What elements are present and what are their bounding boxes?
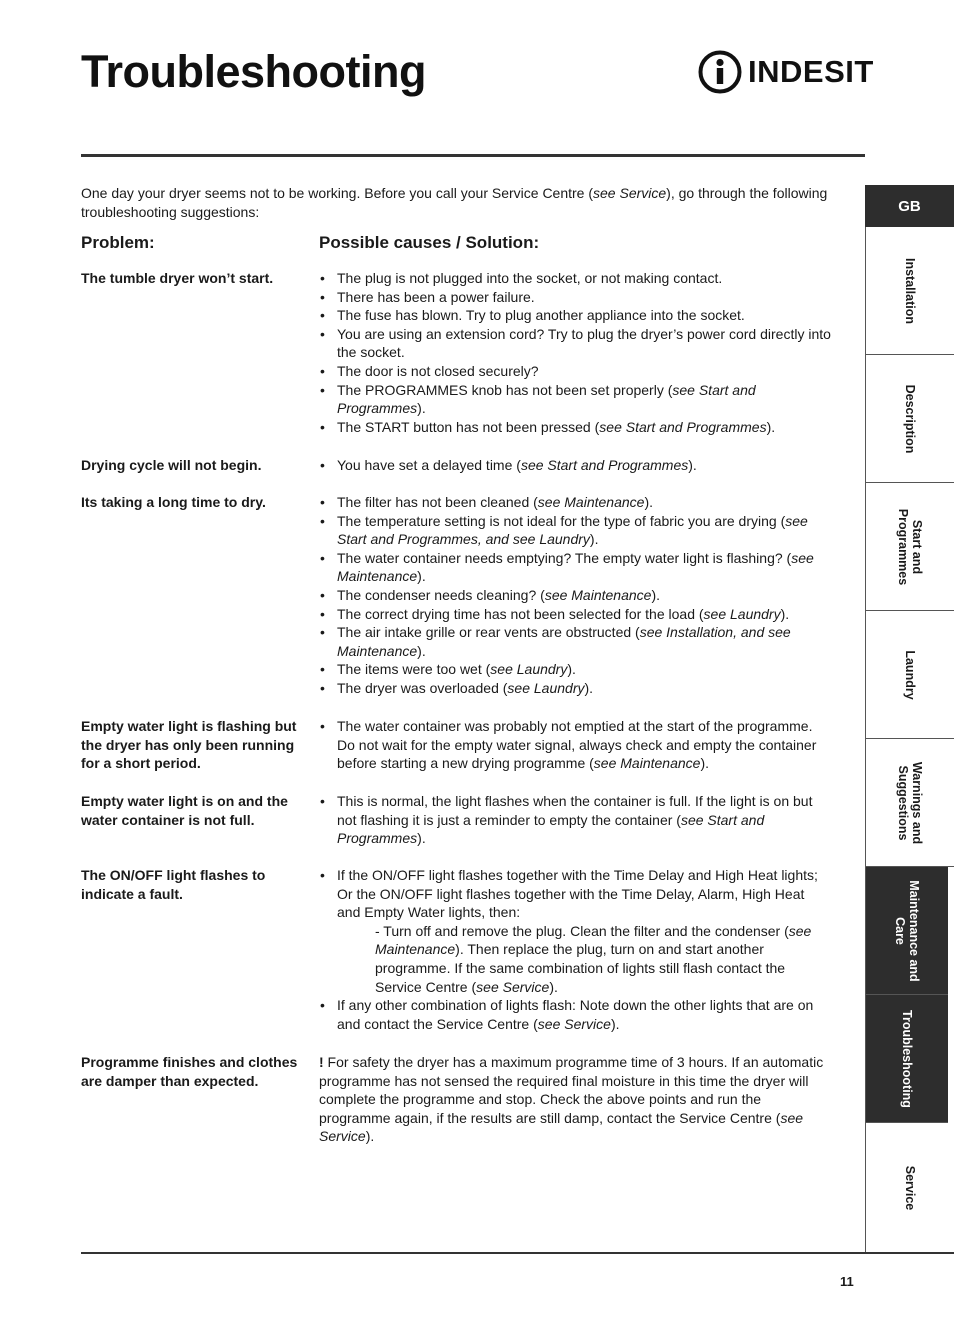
solution-item: • The door is not closed securely?	[319, 362, 831, 381]
solution-item: • The filter has not been cleaned (see Maintenance).	[319, 493, 831, 512]
solution-item: • The air intake grille or rear vents are obstructed (see Installation, and see Maintenance).	[319, 623, 831, 660]
bottom-divider	[81, 1252, 954, 1254]
tab-label: Description	[903, 384, 917, 453]
solution-item: • The water container was probably not emptied at the start of the programme. Do not wait for the empty water signal, always check and empty the container before starting a new drying programme (see Maintenance).	[319, 717, 831, 773]
indesit-i-circle-icon	[698, 50, 742, 94]
tab-maintenance-and-care[interactable]	[865, 867, 948, 995]
solution-item: • If the ON/OFF light flashes together with the Time Delay and High Heat lights; Or the ON/OFF light flashes together with the Time Delay, Alarm, High Heat and Empty Water lights, then:	[319, 866, 831, 922]
solution-item: • The dryer was overloaded (see Laundry).	[319, 679, 831, 698]
tab-service[interactable]	[865, 1123, 954, 1253]
page-number: 11	[840, 1274, 854, 1289]
solution-item: • You are using an extension cord? Try to plug the dryer’s power cord directly into the socket.	[319, 325, 831, 362]
solution-item: • The fuse has blown. Try to plug another appliance into the socket.	[319, 306, 831, 325]
solution-item: • If any other combination of lights flash: Note down the other lights that are on and contact the Service Centre (see Service).	[319, 996, 831, 1033]
language-tab[interactable]: GB	[865, 185, 954, 227]
brand-logo	[698, 50, 874, 94]
problem-text: The ON/OFF light flashes to indicate a fault.	[81, 867, 266, 902]
page-title: Troubleshooting	[81, 46, 426, 97]
solution-sub-step: - Turn off and remove the plug. Clean the filter and the condenser (see Maintenance). Then replace the plug, turn on and start another programme. If the same combination of lights still flash contact the Service Centre (see Service).	[375, 922, 812, 995]
tab-installation[interactable]	[865, 227, 954, 355]
solution-list	[319, 717, 831, 773]
problem-text: Empty water light is flashing but the dryer has only been running for a short period.	[81, 718, 297, 772]
tab-description[interactable]	[865, 355, 954, 483]
problem-column-header: Problem:	[81, 233, 155, 252]
top-divider	[81, 154, 865, 157]
solution-column-header: Possible causes / Solution:	[319, 233, 540, 252]
solution-list	[319, 792, 831, 848]
tab-label: Installation	[903, 257, 917, 324]
solution-item: • You have set a delayed time (see Start and Programmes).	[319, 456, 831, 475]
solution-list	[319, 866, 831, 1033]
tab-label: Service	[903, 1165, 917, 1211]
brand-name: INDESIT	[748, 54, 874, 89]
intro-reference: see Service	[593, 185, 667, 201]
solution-item: • The correct drying time has not been selected for the load (see Laundry).	[319, 605, 831, 624]
tab-label: Warnings and Suggestions	[896, 761, 924, 844]
tab-label: Troubleshooting	[900, 1009, 914, 1108]
problem-text: Its taking a long time to dry.	[81, 494, 266, 510]
problem-text: Drying cycle will not begin.	[81, 457, 262, 473]
tab-start-and-programmes[interactable]	[865, 483, 954, 611]
safety-note	[319, 1053, 831, 1146]
solution-item: • The PROGRAMMES knob has not been set properly (see Start and Programmes).	[319, 381, 831, 418]
solution-item: • This is normal, the light flashes when the container is full. If the light is on but not flashing it is just a reminder to empty the container (see Start and Programmes).	[319, 792, 831, 848]
solution-item: • The items were too wet (see Laundry).	[319, 660, 831, 679]
problem-text: Programme finishes and clothes are damper than expected.	[81, 1054, 298, 1089]
tab-troubleshooting[interactable]	[865, 995, 948, 1123]
problem-text: Empty water light is on and the water container is not full.	[81, 793, 288, 828]
solution-list	[319, 493, 831, 698]
tab-laundry[interactable]	[865, 611, 954, 739]
solution-item: • The condenser needs cleaning? (see Maintenance).	[319, 586, 831, 605]
safety-note-text: For safety the dryer has a maximum programme time of 3 hours. If an automatic programme has not sensed the required final moisture in this time the dryer will complete the programme and stop. Check the above points and run the programme again, if the results are still damp, contact the Service Centre (see Service).	[319, 1054, 824, 1145]
intro-text: One day your dryer seems not to be working. Before you call your Service Centre (see Service), go through the following troubleshooting suggestions:	[81, 185, 828, 220]
tab-warnings-and-suggestions[interactable]	[865, 739, 954, 867]
problem-text: The tumble dryer won’t start.	[81, 270, 274, 286]
tab-label: Start and Programmes	[896, 508, 924, 585]
warning-mark: !	[319, 1054, 324, 1070]
solution-list	[319, 269, 831, 436]
solution-item: • The temperature setting is not ideal for the type of fabric you are drying (see Start and Programmes, and see Laundry).	[319, 512, 831, 549]
solution-list	[319, 456, 831, 475]
solution-item: • The START button has not been pressed (see Start and Programmes).	[319, 418, 831, 437]
solution-item: • The water container needs emptying? The empty water light is flashing? (see Maintenance).	[319, 549, 831, 586]
solution-item: • The plug is not plugged into the socket, or not making contact.	[319, 269, 831, 288]
tab-label: Laundry	[903, 649, 917, 700]
solution-item: • There has been a power failure.	[319, 288, 831, 307]
tab-label: Maintenance and Care	[893, 879, 921, 982]
